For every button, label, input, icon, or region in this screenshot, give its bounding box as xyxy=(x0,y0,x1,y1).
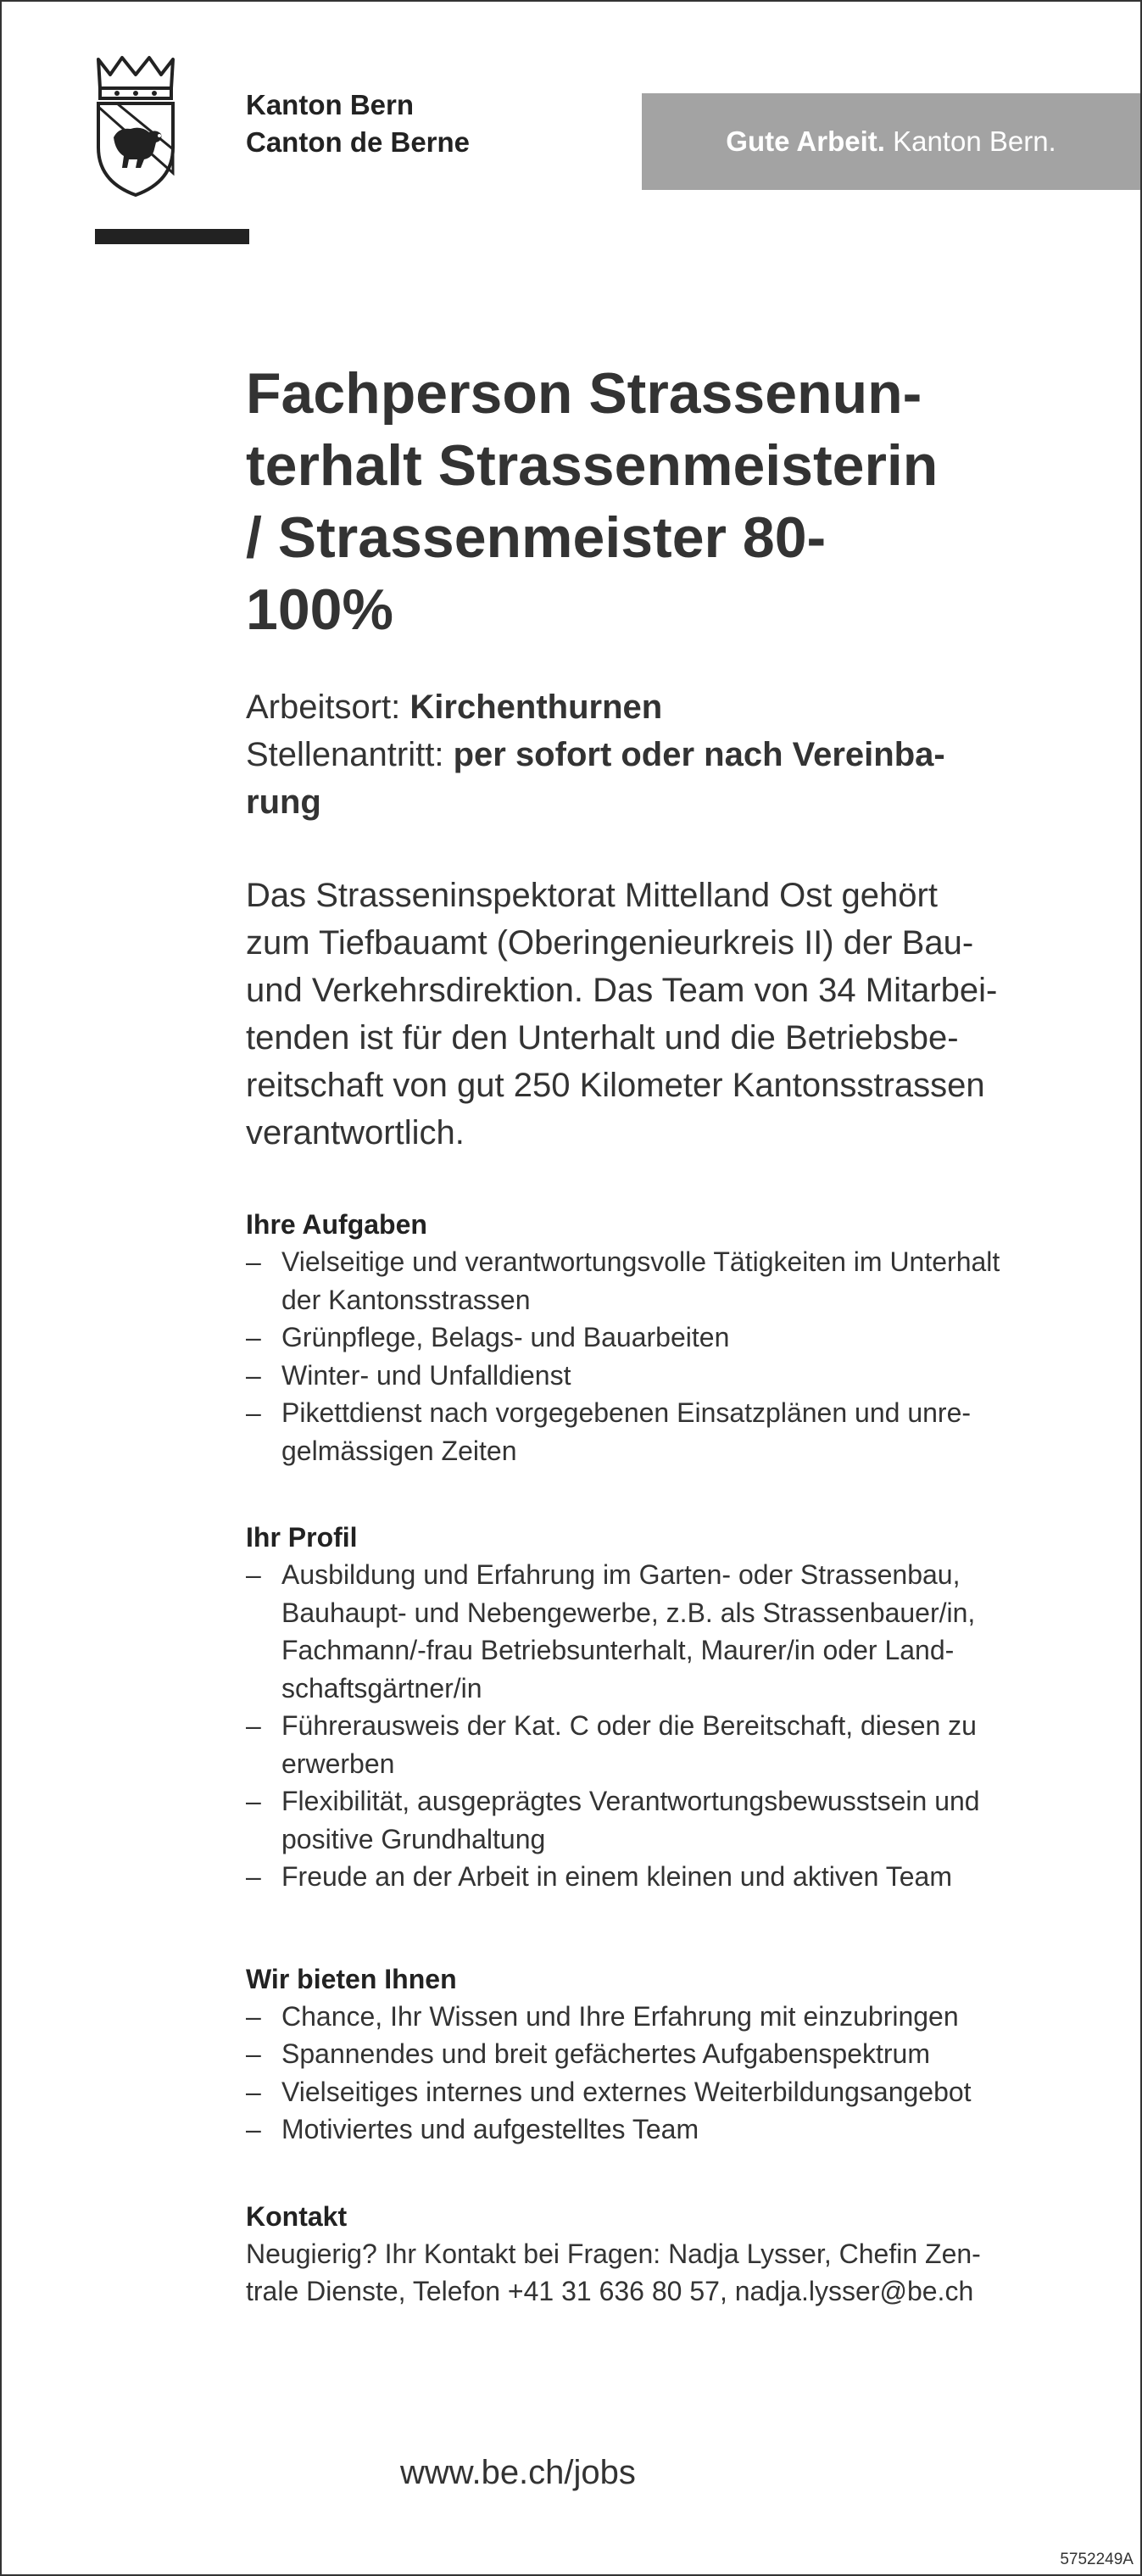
location-label: Arbeitsort: xyxy=(246,689,410,726)
location-line xyxy=(246,683,1085,731)
list-item: – Winter- und Unfalldienst xyxy=(246,1357,1085,1395)
list-item: – Motiviertes und aufgestelltes Team xyxy=(246,2110,1085,2149)
bern-coat-of-arms-icon xyxy=(93,54,178,198)
reference-number: 5752249A xyxy=(1060,2551,1134,2568)
start-label: Stellenantritt: xyxy=(246,736,454,773)
location-value: Kirchenthurnen xyxy=(409,689,663,726)
ad-content xyxy=(246,358,1085,2311)
slogan-banner xyxy=(642,93,1140,190)
list-item: – Chance, Ihr Wissen und Ihre Erfahrung mit einzubringen xyxy=(246,1998,1085,2036)
list-item: – Ausbildung und Erfahrung im Garten- oder Strassenbau, Bauhaupt- und Nebengewerbe, z.B. als Strassenbauer/in, Fachmann/-frau Betriebsunterhalt, Maurer/in oder Land- schaftsgärtner/in xyxy=(246,1556,1085,1707)
job-title: Fachperson Strassenun- terhalt Strassenmeisterin / Strassenmeister 80- 100% xyxy=(246,361,939,642)
start-line xyxy=(246,731,1085,826)
section-kontakt xyxy=(246,2198,1085,2311)
section-angebot xyxy=(246,1960,1085,2149)
section-profil xyxy=(246,1519,1085,1896)
list-item: – Pikettdienst nach vorgegebenen Einsatzplänen und unre- gelmässigen Zeiten xyxy=(246,1394,1085,1469)
section-heading: Ihre Aufgaben xyxy=(246,1209,427,1240)
list-item: – Vielseitige und verantwortungsvolle Tätigkeiten im Unterhalt der Kantonsstrassen xyxy=(246,1243,1085,1319)
list-item: – Freude an der Arbeit in einem kleinen und aktiven Team xyxy=(246,1858,1085,1896)
start-value: per sofort oder nach Vereinba- rung xyxy=(246,736,945,821)
section-heading: Kontakt xyxy=(246,2200,348,2232)
organization-name-de: Kanton Bern xyxy=(246,89,414,120)
organization-name-fr: Canton de Berne xyxy=(246,126,471,158)
list-item: – Vielseitiges internes und externes Weiterbildungsangebot xyxy=(246,2073,1085,2111)
intro-paragraph: Das Strasseninspektorat Mittelland Ost gehört zum Tiefbauamt (Oberingenieurkreis II) der Bau- und Verkehrsdirektion. Das Team von 34 Mitarbei- tenden ist für den Unterhalt und die Betriebsbe- reitschaft von gut 250 Kilometer Kantonsstrassen verantwortlich. xyxy=(246,877,998,1151)
contact-text: Neugierig? Ihr Kontakt bei Fragen: Nadja Lysser, Chefin Zen- trale Dienste, Telefon +41 31 636 80 57, nadja.lysser@be.ch xyxy=(246,2238,981,2306)
slogan-rest: Kanton Bern. xyxy=(884,125,1056,157)
list-item: – Grünpflege, Belags- und Bauarbeiten xyxy=(246,1319,1085,1357)
list-item: – Führerausweis der Kat. C oder die Bereitschaft, diesen zu erwerben xyxy=(246,1707,1085,1782)
header-divider xyxy=(95,229,249,244)
slogan-bold: Gute Arbeit. xyxy=(726,125,885,157)
list-item: – Spannendes und breit gefächertes Aufgabenspektrum xyxy=(246,2035,1085,2073)
list-item: – Flexibilität, ausgeprägtes Verantwortungsbewusstsein und positive Grundhaltung xyxy=(246,1782,1085,1858)
section-heading: Ihr Profil xyxy=(246,1522,358,1553)
jobs-url-link[interactable]: www.be.ch/jobs xyxy=(400,2454,636,2491)
section-aufgaben xyxy=(246,1206,1085,1469)
section-heading: Wir bieten Ihnen xyxy=(246,1963,457,1994)
job-meta xyxy=(246,683,1085,826)
organization-name xyxy=(246,86,470,161)
